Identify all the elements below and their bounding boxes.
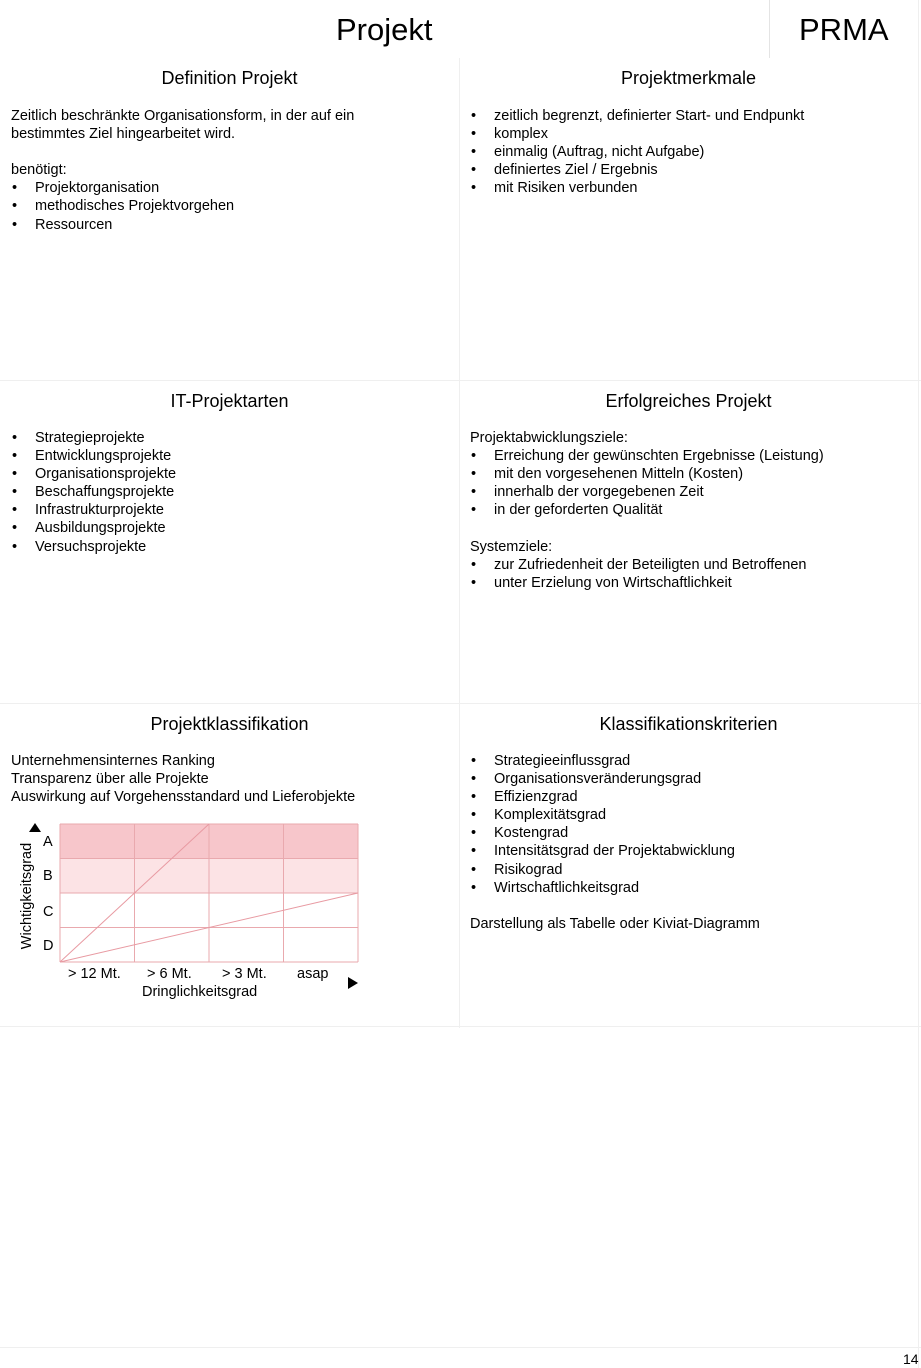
- text-line: Unternehmensinternes Ranking: [11, 753, 215, 769]
- list-item: • Ressourcen: [11, 216, 354, 234]
- list-item: • Komplexitätsgrad: [470, 806, 760, 824]
- text-line: Projektabwicklungsziele:: [470, 430, 628, 446]
- slide-body: [11, 429, 176, 556]
- bullet-list: [470, 752, 760, 897]
- x-category-label: asap: [297, 966, 329, 982]
- bullet-list: [11, 179, 354, 233]
- list-item: • Erreichung der gewünschten Ergebnisse (Leistung): [470, 447, 824, 465]
- list-item: • Kostengrad: [470, 824, 760, 842]
- list-item: • Infrastrukturprojekte: [11, 501, 176, 519]
- list-item: • Strategieeinflussgrad: [470, 752, 760, 770]
- column-divider: [459, 58, 460, 1028]
- page-right-border: [918, 0, 919, 1368]
- list-item: • Beschaffungsprojekte: [11, 483, 176, 501]
- x-axis-arrow-icon: [348, 977, 358, 989]
- slide-title: Definition Projekt: [161, 68, 298, 88]
- x-category-label: > 6 Mt.: [147, 966, 192, 982]
- y-category-label: C: [43, 904, 54, 920]
- list-item: • Entwicklungsprojekte: [11, 447, 176, 465]
- slide-body: [470, 107, 804, 197]
- list-item: • definiertes Ziel / Ergebnis: [470, 161, 804, 179]
- list-item: • zeitlich begrenzt, definierter Start- und Endpunkt: [470, 107, 804, 125]
- list-item: • Organisationsveränderungsgrad: [470, 770, 760, 788]
- slide-body: [470, 752, 760, 933]
- list-item: • in der geforderten Qualität: [470, 501, 824, 519]
- text-line: Zeitlich beschränkte Organisationsform, in der auf ein: [11, 108, 355, 124]
- list-item: • Organisationsprojekte: [11, 465, 176, 483]
- text-line: bestimmtes Ziel hingearbeitet wird.: [11, 126, 236, 143]
- bullet-list: [470, 447, 824, 519]
- list-item: • Effizienzgrad: [470, 788, 760, 806]
- list-item: • innerhalb der vorgegebenen Zeit: [470, 483, 824, 501]
- row-divider-1: [0, 380, 921, 381]
- slide-body: [11, 107, 354, 234]
- text-line: Transparenz über alle Projekte: [11, 771, 209, 788]
- y-axis-arrow-icon: [29, 823, 41, 832]
- list-item: • mit den vorgesehenen Mitteln (Kosten): [470, 465, 824, 483]
- slide-title: Erfolgreiches Projekt: [605, 391, 772, 411]
- slide-title: Klassifikationskriterien: [599, 714, 778, 734]
- list-item: • Risikograd: [470, 861, 760, 879]
- list-item: • Intensitätsgrad der Projektabwicklung: [470, 842, 760, 860]
- row-divider-2: [0, 703, 921, 704]
- list-item: • zur Zufriedenheit der Beteiligten und Betroffenen: [470, 556, 824, 574]
- y-axis-label: Wichtigkeitsgrad: [19, 842, 35, 950]
- list-item: • Wirtschaftlichkeitsgrad: [470, 879, 760, 897]
- y-category-label: A: [43, 834, 53, 850]
- y-category-label: B: [43, 868, 53, 884]
- slide-title: IT-Projektarten: [170, 391, 289, 411]
- slide-title: Projektklassifikation: [150, 714, 309, 734]
- text-line: Systemziele:: [470, 538, 553, 555]
- list-item: • unter Erzielung von Wirtschaftlichkeit: [470, 574, 824, 592]
- header-divider: [769, 0, 770, 58]
- x-category-label: > 3 Mt.: [222, 966, 267, 982]
- slide-body: [470, 429, 824, 592]
- list-item: • Ausbildungsprojekte: [11, 519, 176, 537]
- bullet-list: [11, 429, 176, 556]
- bullet-list: [470, 107, 804, 197]
- list-item: • methodisches Projektvorgehen: [11, 197, 354, 215]
- slide-title: Projektmerkmale: [620, 68, 757, 88]
- document-title: Projekt: [336, 12, 433, 47]
- slide-body: [11, 752, 355, 806]
- text-line: Auswirkung auf Vorgehensstandard und Lieferobjekte: [11, 789, 356, 806]
- row-divider-3: [0, 1026, 921, 1027]
- course-code: PRMA: [799, 12, 889, 47]
- list-item: • Strategieprojekte: [11, 429, 176, 447]
- x-axis-label: Dringlichkeitsgrad: [142, 984, 258, 1000]
- list-item: • Projektorganisation: [11, 179, 354, 197]
- y-category-label: D: [43, 938, 54, 954]
- text-line: Darstellung als Tabelle oder Kiviat-Diagramm: [470, 915, 760, 932]
- text-line: benötigt:: [11, 162, 67, 179]
- bullet-list: [470, 556, 824, 592]
- list-item: • einmalig (Auftrag, nicht Aufgabe): [470, 143, 804, 161]
- list-item: • komplex: [470, 125, 804, 143]
- page-number: 14: [903, 1351, 919, 1367]
- page-bottom-border: [0, 1347, 921, 1348]
- x-category-label: > 12 Mt.: [68, 966, 121, 982]
- list-item: • mit Risiken verbunden: [470, 179, 804, 197]
- list-item: • Versuchsprojekte: [11, 538, 176, 556]
